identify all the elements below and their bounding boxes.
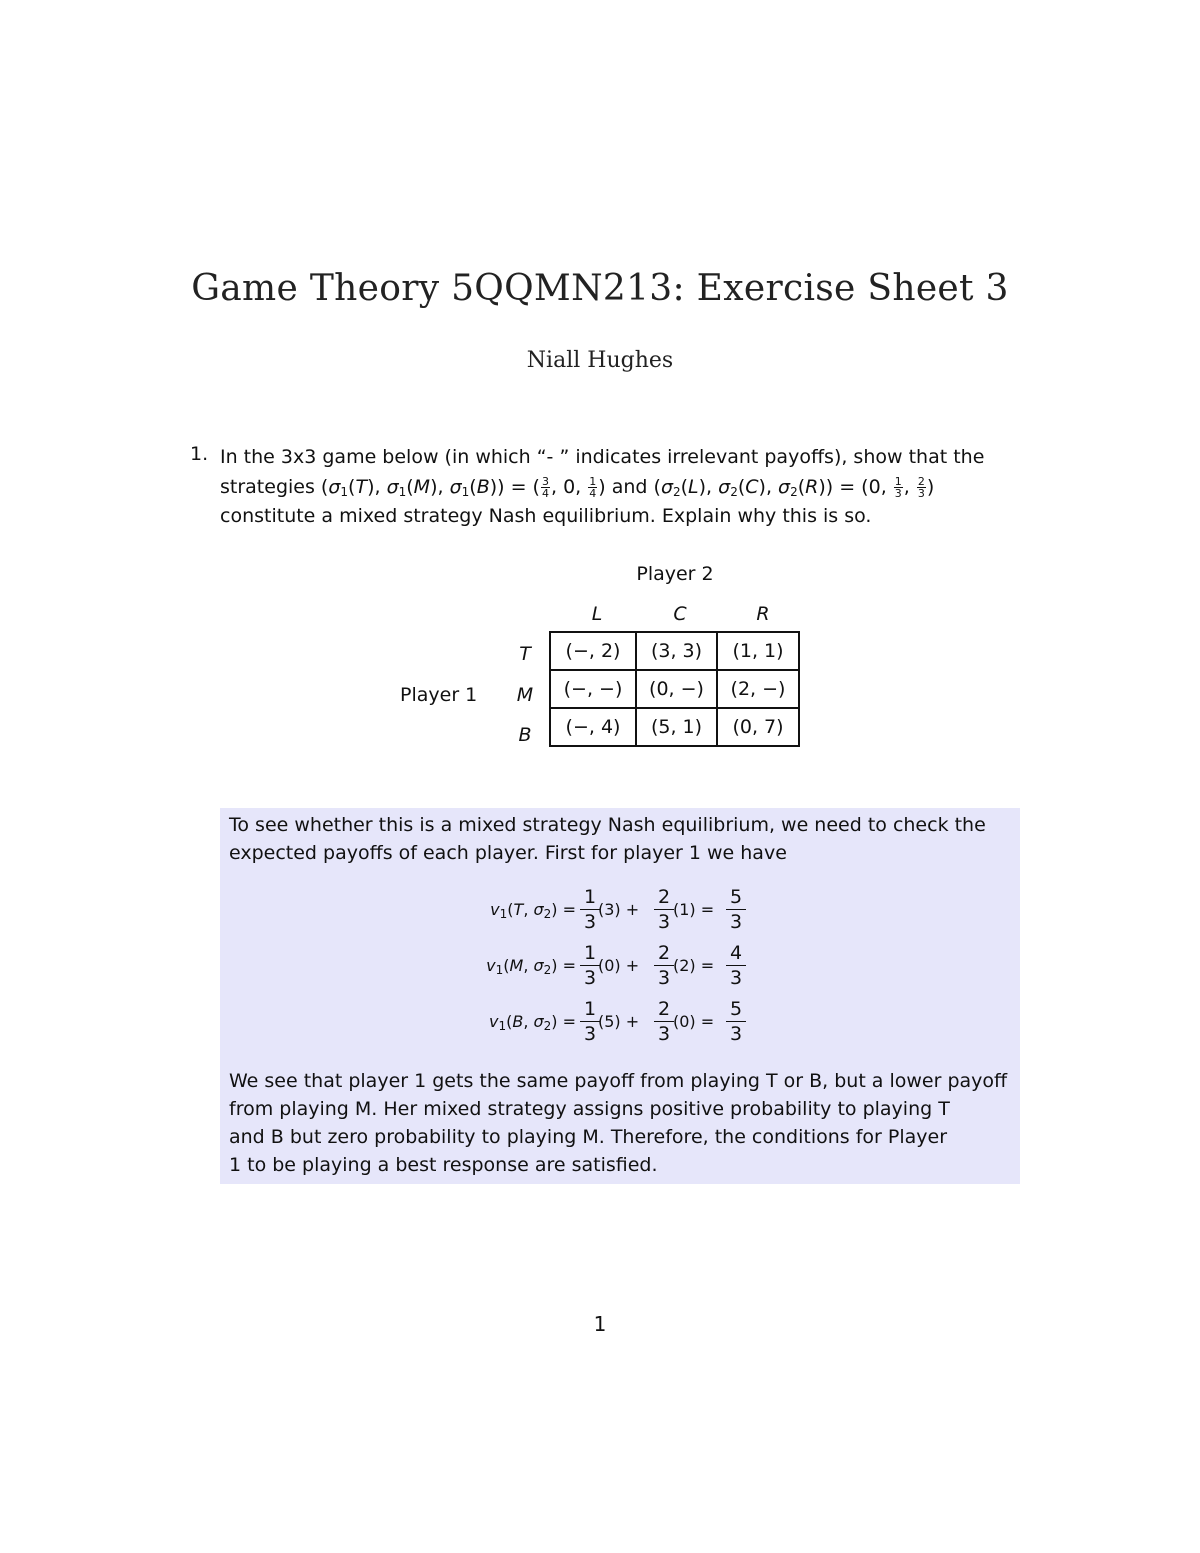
sigma1-value-B: $\frac{1}{4}$: [589, 474, 597, 500]
column-label-C: C: [673, 603, 687, 625]
row-label-B: B: [518, 724, 532, 746]
sigma2-value-C: $\frac{1}{3}$: [894, 474, 902, 500]
sigma2-tuple: ($\sigma_2(L)$, $\sigma_2(C)$, $\sigma_2(R)$): [653, 475, 834, 499]
equation-fraction: $\frac{1}{3}$: [580, 941, 600, 990]
payoff-cell: (1, 1): [717, 632, 799, 670]
payoff-row-T: [550, 632, 799, 670]
payoff-cell: (2, −): [717, 670, 799, 708]
sigma1-tuple: ($\sigma_1(T)$, $\sigma_1(M)$, $\sigma_1(B)$): [320, 475, 505, 499]
equation-fraction: $\frac{2}{3}$: [654, 941, 674, 990]
equation-lhs: $v_1(B$, $\sigma_2$) =: [488, 1012, 576, 1033]
page-number: 1: [593, 1312, 607, 1336]
question-line-1: In the 3x3 game below (in which “- ” indicates irrelevant payoffs), show that the: [220, 446, 985, 468]
answer-conclusion-line-2: from playing M. Her mixed strategy assigns positive probability to playing T: [229, 1098, 950, 1120]
sigma1-value-M: 0: [563, 475, 576, 498]
payoff-row-B: [550, 708, 799, 746]
payoff-matrix: [549, 631, 800, 747]
payoff-cell: (0, 7): [717, 708, 799, 746]
equation-term: (3) +: [598, 900, 640, 919]
question-line-2: strategies ($\sigma_1(T)$, $\sigma_1(M)$, $\sigma_1(B)$) = ( $\frac{3}{4}$ , 0, $\frac{1}{4}$ ) and ($\sigma_2(L)$, $\sigma_2(C)$, $\sigma_2(R)) = (0$, $\frac{1}{3}$ , $\frac{2}{3}$ ): [220, 474, 935, 500]
author-name: Niall Hughes: [526, 348, 674, 373]
answer-conclusion-line-1: We see that player 1 gets the same payoff from playing T or B, but a lower payoff: [229, 1070, 1008, 1092]
question-line-3: constitute a mixed strategy Nash equilibrium. Explain why this is so.: [220, 505, 872, 527]
row-label-M: M: [516, 684, 534, 706]
equation-lhs: $v_1(M$, $\sigma_2$) =: [486, 956, 576, 977]
row-label-T: T: [519, 643, 531, 665]
answer-conclusion-line-3: and B but zero probability to playing M. Therefore, the conditions for Player: [229, 1126, 948, 1148]
equation-fraction: $\frac{4}{3}$: [726, 941, 746, 990]
answer-intro-line-1: To see whether this is a mixed strategy Nash equilibrium, we need to check the: [229, 814, 986, 836]
equation-fraction: $\frac{1}{3}$: [580, 885, 600, 934]
equation-fraction: $\frac{2}{3}$: [654, 997, 674, 1046]
player1-label: Player 1: [400, 684, 478, 706]
equation-term: (5) +: [598, 1012, 640, 1031]
sigma1-value-T: $\frac{3}{4}$: [541, 474, 549, 500]
equation-term: (0) =: [673, 1012, 715, 1031]
equation-fraction: $\frac{2}{3}$: [654, 885, 674, 934]
sigma2-value-R: $\frac{2}{3}$: [917, 474, 925, 500]
question-number: 1.: [190, 443, 209, 465]
equation-fraction: $\frac{5}{3}$: [726, 997, 746, 1046]
page-title: Game Theory 5QQMN213: Exercise Sheet 3: [191, 268, 1009, 309]
question-text: [220, 443, 1026, 532]
payoff-cell: (5, 1): [636, 708, 717, 746]
sigma2-value-L: 0: [868, 475, 881, 498]
payoff-cell: (−, 2): [550, 632, 636, 670]
equation-lhs: $v_1(T$, $\sigma_2$) =: [490, 900, 576, 921]
answer-intro-line-2: expected payoffs of each player. First for player 1 we have: [229, 842, 787, 864]
question-strategies-prefix: strategies: [220, 475, 321, 498]
payoff-cell: (3, 3): [636, 632, 717, 670]
column-label-R: R: [756, 603, 770, 625]
payoff-row-M: [550, 670, 799, 708]
payoff-cell: (−, 4): [550, 708, 636, 746]
question-connector: and: [611, 475, 648, 498]
equation-term: (1) =: [673, 900, 715, 919]
equation-fraction: $\frac{5}{3}$: [726, 885, 746, 934]
column-label-L: L: [591, 603, 603, 625]
payoff-cell: (−, −): [550, 670, 636, 708]
equation-term: (0) +: [598, 956, 640, 975]
equation-term: (2) =: [673, 956, 715, 975]
answer-conclusion-line-4: 1 to be playing a best response are satisfied.: [229, 1154, 658, 1176]
payoff-cell: (0, −): [636, 670, 717, 708]
equation-fraction: $\frac{1}{3}$: [580, 997, 600, 1046]
player2-label: Player 2: [636, 563, 714, 585]
